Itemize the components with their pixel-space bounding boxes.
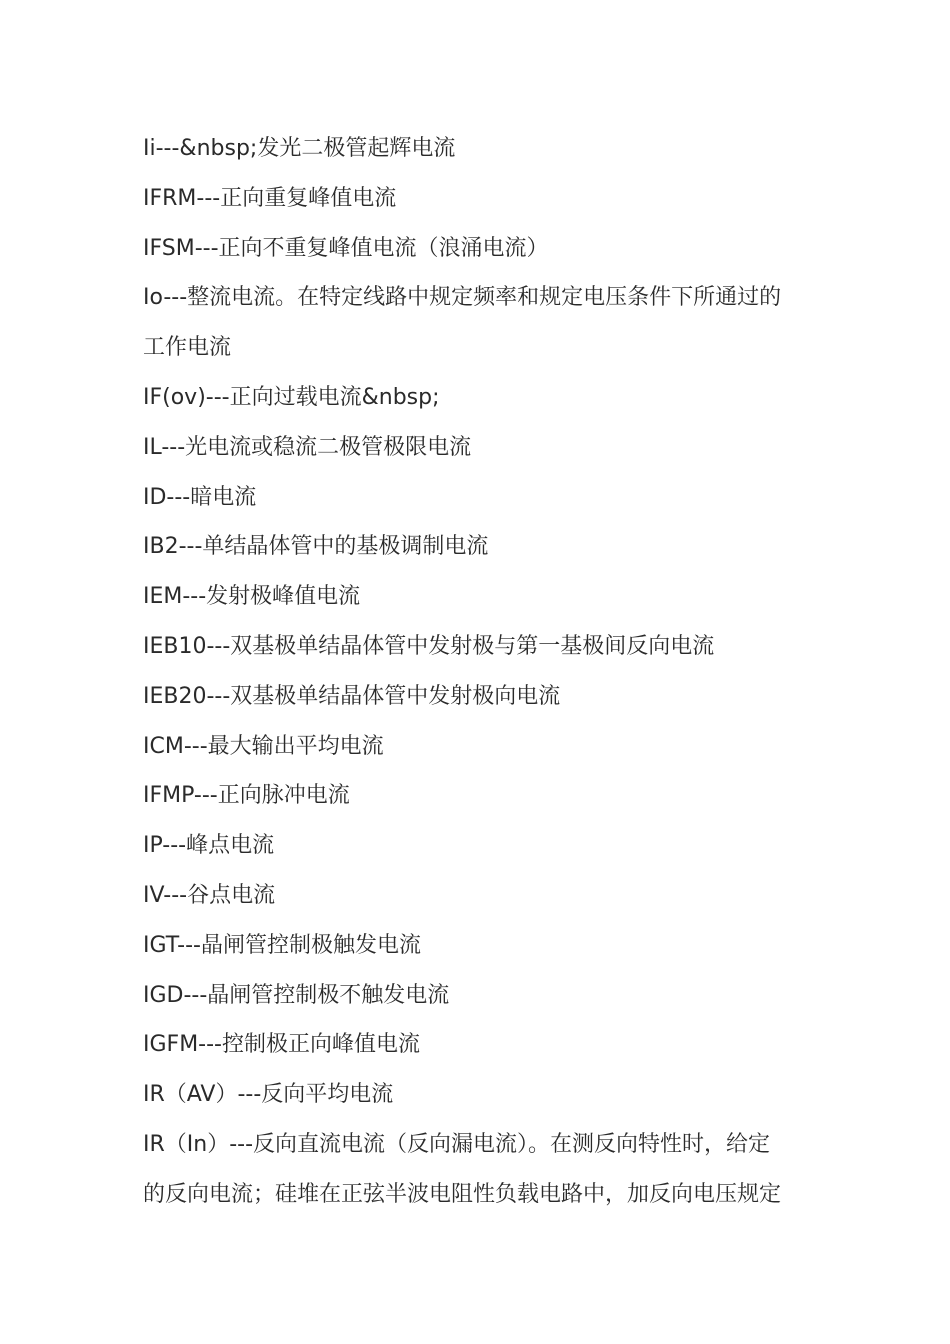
text-line: IEM---发射极峰值电流 [143, 584, 361, 610]
text-line: IV---谷点电流 [143, 882, 276, 908]
text-line: ID---暗电流 [143, 484, 257, 510]
text-line: ICM---最大输出平均电流 [143, 733, 384, 759]
text-line: IL---光电流或稳流二极管极限电流 [143, 434, 472, 460]
text-line: IFMP---正向脉冲电流 [143, 783, 350, 809]
text-line: 工作电流 [143, 335, 232, 361]
text-line: IFSM---正向不重复峰值电流（浪涌电流） [143, 235, 549, 261]
text-line: 的反向电流；硅堆在正弦半波电阻性负载电路中，加反向电压规定 [143, 1181, 782, 1207]
text-line: IGT---晶闸管控制极触发电流 [143, 932, 421, 958]
text-line: IEB20---双基极单结晶体管中发射极向电流 [143, 683, 561, 709]
text-line: IEB10---双基极单结晶体管中发射极与第一基极间反向电流 [143, 633, 715, 659]
text-line: IB2---单结晶体管中的基极调制电流 [143, 534, 489, 560]
text-line: Ii---&nbsp;发光二极管起辉电流 [143, 136, 456, 161]
text-line: IGFM---控制极正向峰值电流 [143, 1032, 420, 1058]
document-body [143, 124, 808, 1220]
text-line: IGD---晶闸管控制极不触发电流 [143, 982, 450, 1008]
text-line: IF(ov)---正向过载电流&nbsp; [143, 384, 440, 410]
text-line: IR（In）---反向直流电流（反向漏电流）。在测反向特性时，给定 [143, 1131, 771, 1157]
text-line: IP---峰点电流 [143, 833, 275, 859]
text-line: Io---整流电流。在特定线路中规定频率和规定电压条件下所通过的 [143, 285, 782, 311]
text-line: IR（AV）---反向平均电流 [143, 1082, 394, 1108]
text-line: IFRM---正向重复峰值电流 [143, 185, 397, 211]
